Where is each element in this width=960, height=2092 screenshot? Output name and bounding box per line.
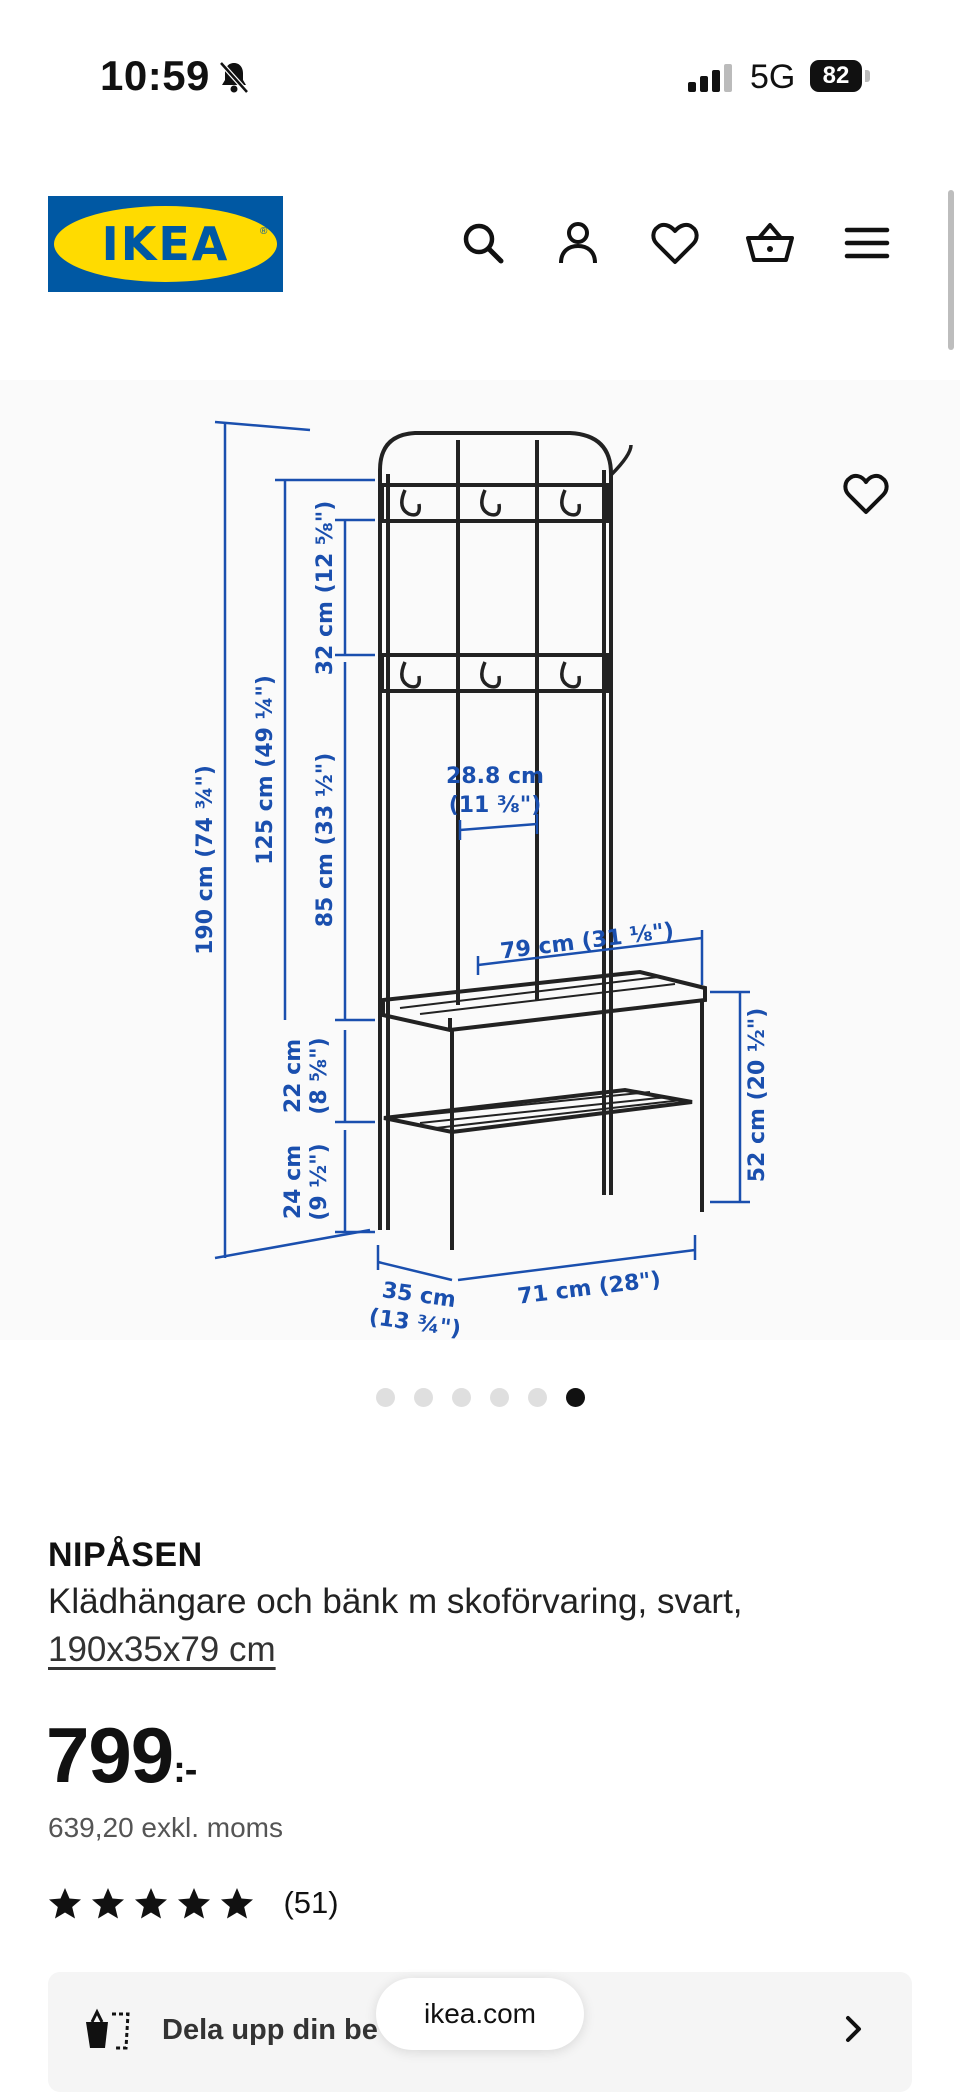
product-price	[46, 1710, 196, 1801]
dim-depth-in: (13 ¾")	[367, 1304, 463, 1343]
account-icon[interactable]	[553, 218, 603, 268]
dim-hook-spacing-in: (11 ⅜")	[448, 793, 542, 818]
status-bar	[0, 0, 960, 150]
dim-total-height: 190 cm (74 ¾")	[193, 765, 218, 955]
product-dimension-drawing	[170, 400, 790, 1360]
gallery-pagination	[0, 1388, 960, 1412]
battery-cap	[865, 70, 870, 82]
dim-shelf-height: 24 cm	[281, 1144, 306, 1220]
star-icon	[177, 1886, 211, 1920]
gallery-dot-active[interactable]	[566, 1388, 585, 1407]
product-description: Klädhängare och bänk m skoförvaring, svart,	[48, 1582, 743, 1621]
ikea-logo[interactable]	[48, 196, 283, 292]
hooks	[402, 445, 631, 687]
battery-indicator	[810, 60, 872, 92]
logo-text: IKEA	[101, 217, 230, 271]
cart-icon[interactable]	[745, 218, 795, 268]
product-rating[interactable]	[48, 1885, 339, 1925]
rating-count: (51)	[283, 1885, 339, 1920]
page-scrollbar[interactable]	[948, 190, 954, 350]
dim-bench-to-shelf: 22 cm	[281, 1038, 306, 1114]
gallery-dot[interactable]	[528, 1388, 547, 1407]
dim-upper-hooks: 85 cm (33 ½")	[313, 752, 338, 928]
status-time: 10:59	[100, 52, 210, 99]
star-icon	[220, 1886, 254, 1920]
bench-slats	[400, 977, 682, 1128]
gallery-dot[interactable]	[490, 1388, 509, 1407]
search-icon[interactable]	[458, 218, 508, 268]
battery-level: 82	[810, 60, 862, 92]
signal-icon	[688, 64, 736, 96]
product-dimensions-link[interactable]: 190x35x79 cm	[48, 1630, 276, 1669]
dim-bench-width: 79 cm (31 ⅛")	[499, 918, 676, 965]
gallery-dot[interactable]	[376, 1388, 395, 1407]
add-to-favorites-icon[interactable]	[842, 470, 890, 518]
bell-muted-icon	[218, 60, 250, 94]
dim-bench-height: 52 cm (20 ½")	[745, 1007, 770, 1183]
gallery-dot[interactable]	[452, 1388, 471, 1407]
payment-split-icon	[82, 2004, 132, 2054]
dim-bench-to-shelf-in: (8 ⅝")	[307, 1037, 332, 1115]
payment-split-label: Dela upp din be	[162, 2014, 378, 2046]
product-name: NIPÅSEN	[48, 1536, 203, 1574]
star-icon	[134, 1886, 168, 1920]
price-value: 799	[46, 1711, 174, 1799]
favorites-icon[interactable]	[650, 218, 700, 268]
price-excl-vat: 639,20 exkl. moms	[48, 1812, 283, 1843]
rack-frame	[380, 433, 705, 1250]
dim-depth: 35 cm	[380, 1278, 458, 1314]
dim-hook-spacing: 28.8 cm	[446, 764, 544, 789]
browser-url-pill[interactable]: ikea.com	[376, 1978, 584, 2050]
dim-hook-height: 125 cm (49 ¼")	[253, 675, 278, 865]
dim-shelf-height-in: (9 ½")	[307, 1143, 332, 1221]
gallery-dot[interactable]	[414, 1388, 433, 1407]
star-icon	[91, 1886, 125, 1920]
dim-hook-gap: 32 cm (12 ⅝")	[313, 500, 338, 676]
price-suffix: :-	[173, 1749, 197, 1791]
network-type: 5G	[750, 58, 796, 96]
star-icon	[48, 1886, 82, 1920]
dim-leg-width: 71 cm (28")	[516, 1267, 663, 1310]
menu-icon[interactable]	[842, 218, 892, 268]
registered-mark: ®	[260, 226, 268, 237]
chevron-right-icon	[838, 2014, 868, 2044]
